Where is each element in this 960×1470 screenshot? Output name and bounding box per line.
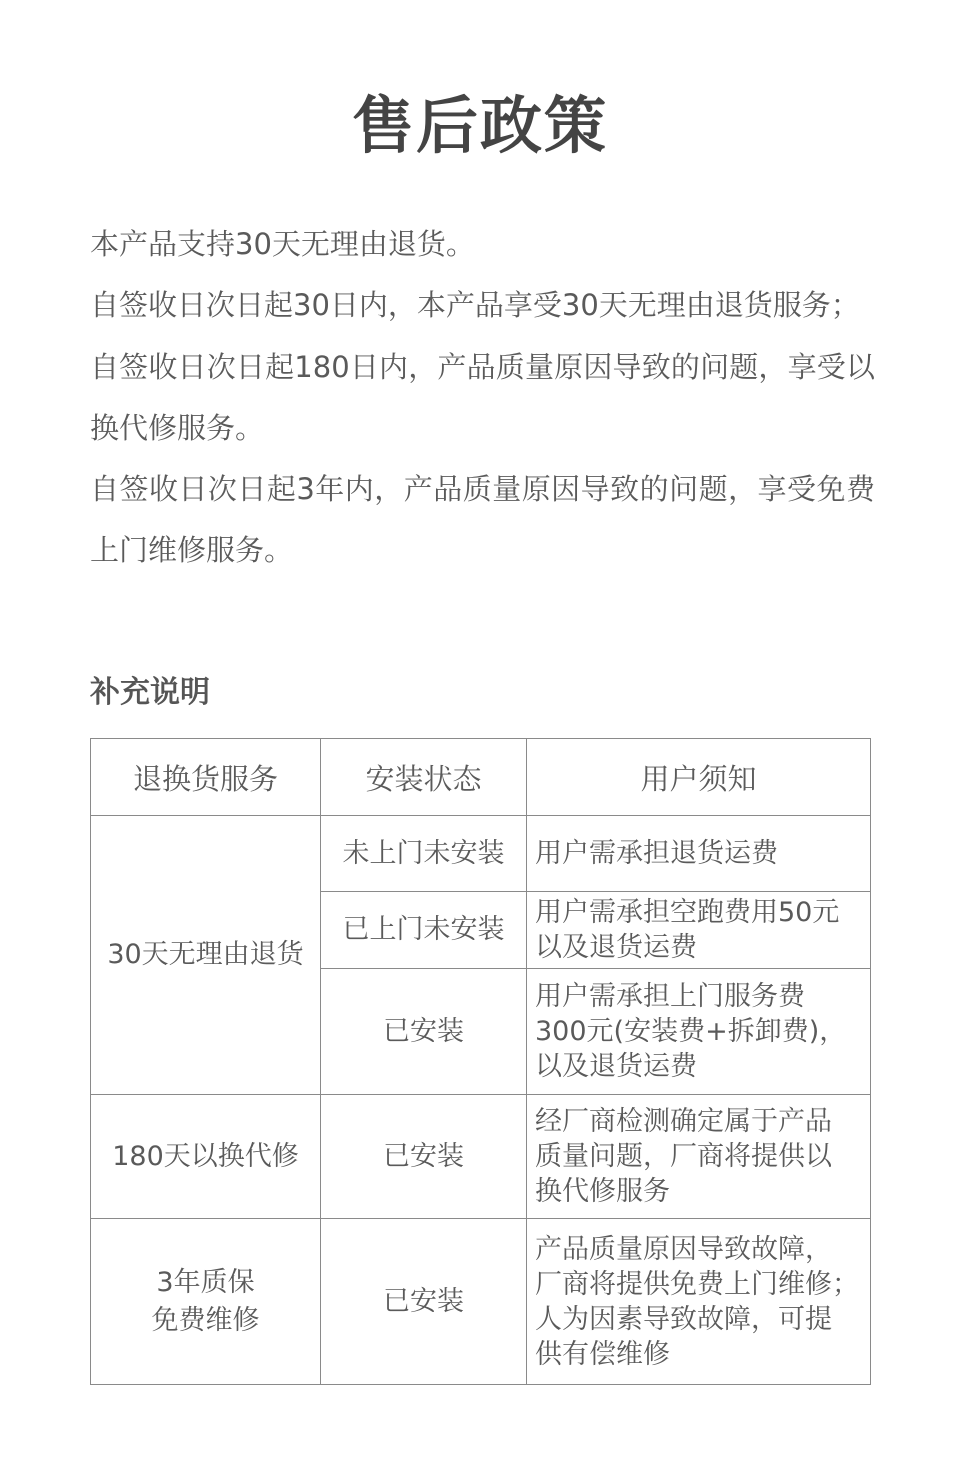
note-line: 用户需承担退货运费 <box>535 838 778 869</box>
service-line: 免费维修 <box>151 1304 260 1336</box>
note-line: 以及退货运费 <box>535 1051 697 1082</box>
cell-status: 未上门未安装 <box>321 816 527 892</box>
paragraph-3-year: 自签收日次日起3年内，产品质量原因导致的问题，享受免费上门维修服务。 <box>90 472 875 568</box>
note-line: 以及退货运费 <box>535 932 697 963</box>
cell-status: 已安装 <box>321 1095 527 1219</box>
note-line: 经厂商检测确定属于产品 <box>535 1106 832 1137</box>
service-line: 3年质保 <box>156 1266 255 1298</box>
table-row <box>91 816 871 892</box>
note-line: 300元(安装费+拆卸费)， <box>535 1016 847 1047</box>
table-header-row <box>91 739 871 816</box>
policy-table <box>90 738 871 1385</box>
cell-status: 已上门未安装 <box>321 892 527 969</box>
cell-note <box>527 969 871 1095</box>
cell-service-30day: 30天无理由退货 <box>91 816 321 1095</box>
cell-note <box>527 816 871 892</box>
note-line: 人为因素导致故障，可提 <box>535 1303 832 1335</box>
paragraph-30-day: 自签收日次日起30日内，本产品享受30天无理由退货服务； <box>90 288 860 323</box>
paragraph-intro: 本产品支持30天无理由退货。 <box>90 227 475 261</box>
header-user-notice: 用户须知 <box>527 739 871 816</box>
note-line: 产品质量原因导致故障， <box>535 1233 832 1265</box>
note-line: 厂商将提供免费上门维修； <box>535 1268 859 1300</box>
note-line: 用户需承担上门服务费 <box>535 981 805 1012</box>
cell-status: 已安装 <box>321 969 527 1095</box>
section-subtitle: 补充说明 <box>90 675 210 710</box>
note-line: 换代修服务 <box>535 1176 670 1207</box>
cell-note <box>527 1095 871 1219</box>
header-install-status: 安装状态 <box>321 739 527 816</box>
paragraph-180-day: 自签收日次日起180日内，产品质量原因导致的问题，享受以换代修服务。 <box>90 349 875 445</box>
policy-paragraphs <box>90 214 875 582</box>
note-line: 用户需承担空跑费用50元 <box>535 897 840 928</box>
cell-note <box>527 1219 871 1385</box>
header-service: 退换货服务 <box>91 739 321 816</box>
cell-service-180day: 180天以换代修 <box>91 1095 321 1219</box>
table-row <box>91 1095 871 1219</box>
page-title: 售后政策 <box>351 89 608 162</box>
note-line: 供有偿维修 <box>535 1338 670 1370</box>
cell-note <box>527 892 871 969</box>
note-line: 质量问题，厂商将提供以 <box>535 1141 832 1172</box>
cell-service-3year <box>91 1219 321 1385</box>
cell-status: 已安装 <box>321 1219 527 1385</box>
table-row <box>91 1219 871 1385</box>
